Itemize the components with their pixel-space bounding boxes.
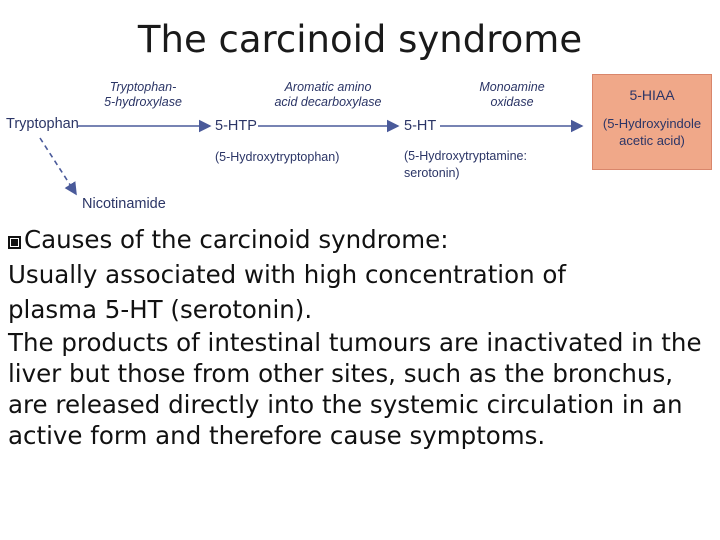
enzyme-aromatic-decarboxylase xyxy=(268,80,388,110)
5ht-full-line1: (5-Hydroxytryptamine: xyxy=(404,149,527,163)
metabolic-pathway-diagram xyxy=(0,70,720,220)
5ht-full-line2: serotonin) xyxy=(404,166,460,180)
enzyme3-line2: oxidase xyxy=(490,95,534,109)
enzyme3-line1: Monoamine xyxy=(479,80,545,94)
arrow-tryptophan-to-nicotinamide xyxy=(40,138,76,194)
5hiaa-label: 5-HIAA xyxy=(629,87,675,103)
body-line-1: Usually associated with high concentration of xyxy=(8,260,567,289)
enzyme2-line1: Aromatic amino xyxy=(284,80,372,94)
5ht-full-label xyxy=(404,148,527,182)
5hiaa-full-line1: (5-Hydroxyindole xyxy=(602,116,702,131)
tryptophan-label: Tryptophan xyxy=(6,116,79,132)
5ht-label: 5-HT xyxy=(404,118,437,134)
5htp-label: 5-HTP xyxy=(215,118,257,134)
enzyme2-line2: acid decarboxylase xyxy=(274,95,382,109)
enzyme1-line1: Tryptophan- xyxy=(109,80,177,94)
body-line-2: plasma 5-HT (serotonin). xyxy=(8,295,313,324)
causes-heading xyxy=(8,222,714,257)
body-paragraph: The products of intestinal tumours are inactivated in the liver but those from other sites, such as the bronchus, are released directly into the systemic circulation in an active form and therefore cause symptoms. xyxy=(8,328,702,450)
5hiaa-full-label xyxy=(593,115,711,149)
slide-title: The carcinoid syndrome xyxy=(137,18,583,61)
5htp-full-label: (5-Hydroxytryptophan) xyxy=(215,150,340,164)
nicotinamide-label: Nicotinamide xyxy=(82,196,166,212)
enzyme-tryptophan-hydroxylase xyxy=(88,80,198,110)
5hiaa-full-line2: acetic acid) xyxy=(619,133,685,148)
slide-body xyxy=(8,222,714,451)
checkbox-bullet-icon xyxy=(8,236,21,249)
enzyme1-line2: 5-hydroxylase xyxy=(104,95,182,109)
enzyme-monoamine-oxidase xyxy=(462,80,562,110)
5hiaa-box xyxy=(592,74,712,170)
causes-heading-text: Causes of the carcinoid syndrome: xyxy=(24,225,449,254)
